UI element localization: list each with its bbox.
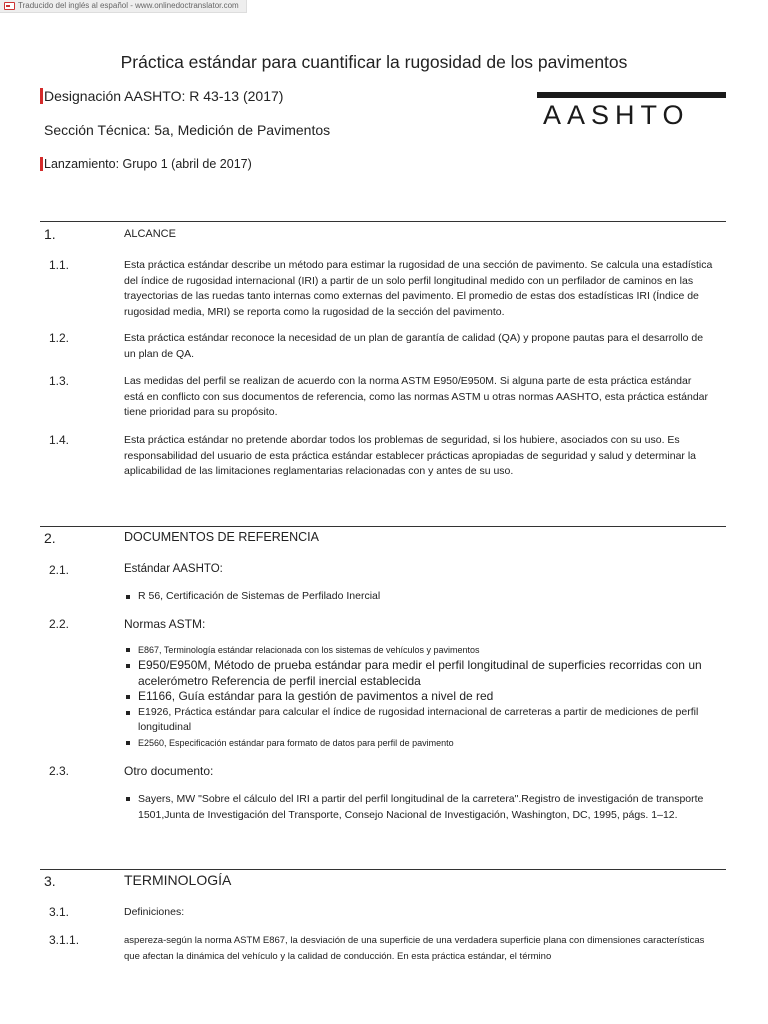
bullet-icon	[126, 741, 130, 745]
item-number: 1.1.	[49, 258, 70, 272]
subsection-heading: Estándar AASHTO:	[124, 563, 223, 575]
translator-banner-text[interactable]: Traducido del inglés al español - www.onlinedoctranslator.com	[18, 1, 239, 10]
bullet-icon	[126, 797, 130, 801]
section-title-documentos: DOCUMENTOS DE REFERENCIA	[124, 530, 319, 544]
bullet-icon	[126, 595, 130, 599]
list-item	[124, 689, 714, 705]
list-item	[124, 589, 714, 604]
list-item	[124, 658, 714, 689]
item-number: 3.1.	[49, 905, 70, 919]
section-number: 2.	[44, 530, 56, 546]
list-item-text: E1166, Guía estándar para la gestión de pavimentos a nivel de red	[138, 689, 494, 703]
section-divider	[40, 221, 726, 222]
subsection-heading: Normas ASTM:	[124, 617, 206, 631]
aashto-logo-text: AASHTO	[543, 100, 690, 130]
section-title-alcance: ALCANCE	[124, 228, 176, 240]
list-item	[124, 791, 714, 823]
item-text: Esta práctica estándar describe un método para estimar la rugosidad de una sección de pavimento. Se calcula una estadística del índice de rugosidad internacional (IRI) a partir de un solo perfil longitudinal medido con un perfilador de caminos en las trayectorias de las ruedas tanto internas como externas del pavimento. El promedio de estas dos estadísticas IRI (Índice de rugosidad media, MRI) se reporta como la rugosidad de la sección del pavimento.	[124, 259, 713, 318]
list-item-text: E2560, Especificación estándar para formato de datos para perfil de pavimento	[138, 737, 454, 748]
astm-standards-list	[124, 644, 714, 749]
item-number: 1.3.	[49, 374, 70, 388]
item-text: Las medidas del perfil se realizan de acuerdo con la norma ASTM E950/E950M. Si alguna parte de esta práctica estándar está en conflicto con sus documentos de referencia, como las normas ASTM u otras normas AASHTO, esta práctica estándar tiene prioridad para su propósito.	[124, 375, 709, 418]
item-number: 2.3.	[49, 764, 70, 778]
item-number: 1.4.	[49, 433, 70, 447]
translator-logo-icon	[4, 2, 15, 10]
section-number: 1.	[44, 226, 56, 242]
list-item-text: Sayers, MW "Sobre el cálculo del IRI a partir del perfil longitudinal de la carretera".Registro de investigación de transporte 1501,Junta de Investigación del Transporte, Consejo Nacional de Investigación, Washington, DC, 1995, págs. 1–12.	[138, 793, 704, 821]
other-documents-list	[124, 791, 714, 823]
aashto-logo	[537, 92, 726, 132]
bullet-icon	[126, 664, 130, 668]
item-text: aspereza-según la norma ASTM E867, la desviación de una superficie de una verdadera superficie plana con dimensiones características que afectan la dinámica del vehículo y la calidad de conducción. En esta práctica estándar, el término	[124, 935, 705, 962]
section-divider	[40, 869, 726, 870]
translator-banner[interactable]	[0, 0, 247, 13]
bullet-icon	[126, 695, 130, 699]
subsection-heading: Definiciones:	[124, 906, 185, 918]
item-number: 3.1.1.	[49, 933, 80, 947]
designation-line: Designación AASHTO: R 43-13 (2017)	[40, 88, 283, 104]
item-number: 1.2.	[49, 331, 70, 345]
technical-section-line: Sección Técnica: 5a, Medición de Pavimentos	[44, 122, 331, 138]
bullet-icon	[126, 648, 130, 652]
release-line: Lanzamiento: Grupo 1 (abril de 2017)	[40, 157, 252, 171]
document-title: Práctica estándar para cuantificar la rugosidad de los pavimentos	[120, 52, 628, 72]
subsection-heading: Otro documento:	[124, 764, 214, 778]
item-number: 2.1.	[49, 563, 70, 577]
aashto-standards-list	[124, 589, 714, 604]
list-item	[124, 644, 714, 656]
section-number: 3.	[44, 873, 56, 889]
item-text: Esta práctica estándar no pretende abordar todos los problemas de seguridad, si los hubiere, asociados con su uso. Es responsabilidad del usuario de esta práctica estándar establecer prácticas apropiadas de seguridad y salud y determinar la aplicabilidad de las limitaciones reglamentarias relacionadas con y antes de su uso.	[124, 434, 697, 477]
list-item-text: E867, Terminología estándar relacionada con los sistemas de vehículos y pavimentos	[138, 645, 480, 655]
item-number: 2.2.	[49, 617, 70, 631]
bullet-icon	[126, 711, 130, 715]
list-item-text: E950/E950M, Método de prueba estándar para medir el perfil longitudinal de superficies recorridas con un acelerómetro Referencia de perfil inercial establecida	[138, 658, 702, 688]
section-divider	[40, 526, 726, 527]
item-text: Esta práctica estándar reconoce la necesidad de un plan de garantía de calidad (QA) y propone pautas para el desarrollo de un plan de QA.	[124, 332, 704, 360]
list-item-text: E1926, Práctica estándar para calcular el índice de rugosidad internacional de carreteras a partir de mediciones de perfil longitudinal	[138, 705, 699, 733]
section-title-terminologia: TERMINOLOGÍA	[124, 872, 232, 888]
list-item	[124, 705, 714, 735]
list-item	[124, 737, 714, 749]
list-item-text: R 56, Certificación de Sistemas de Perfilado Inercial	[138, 590, 381, 602]
